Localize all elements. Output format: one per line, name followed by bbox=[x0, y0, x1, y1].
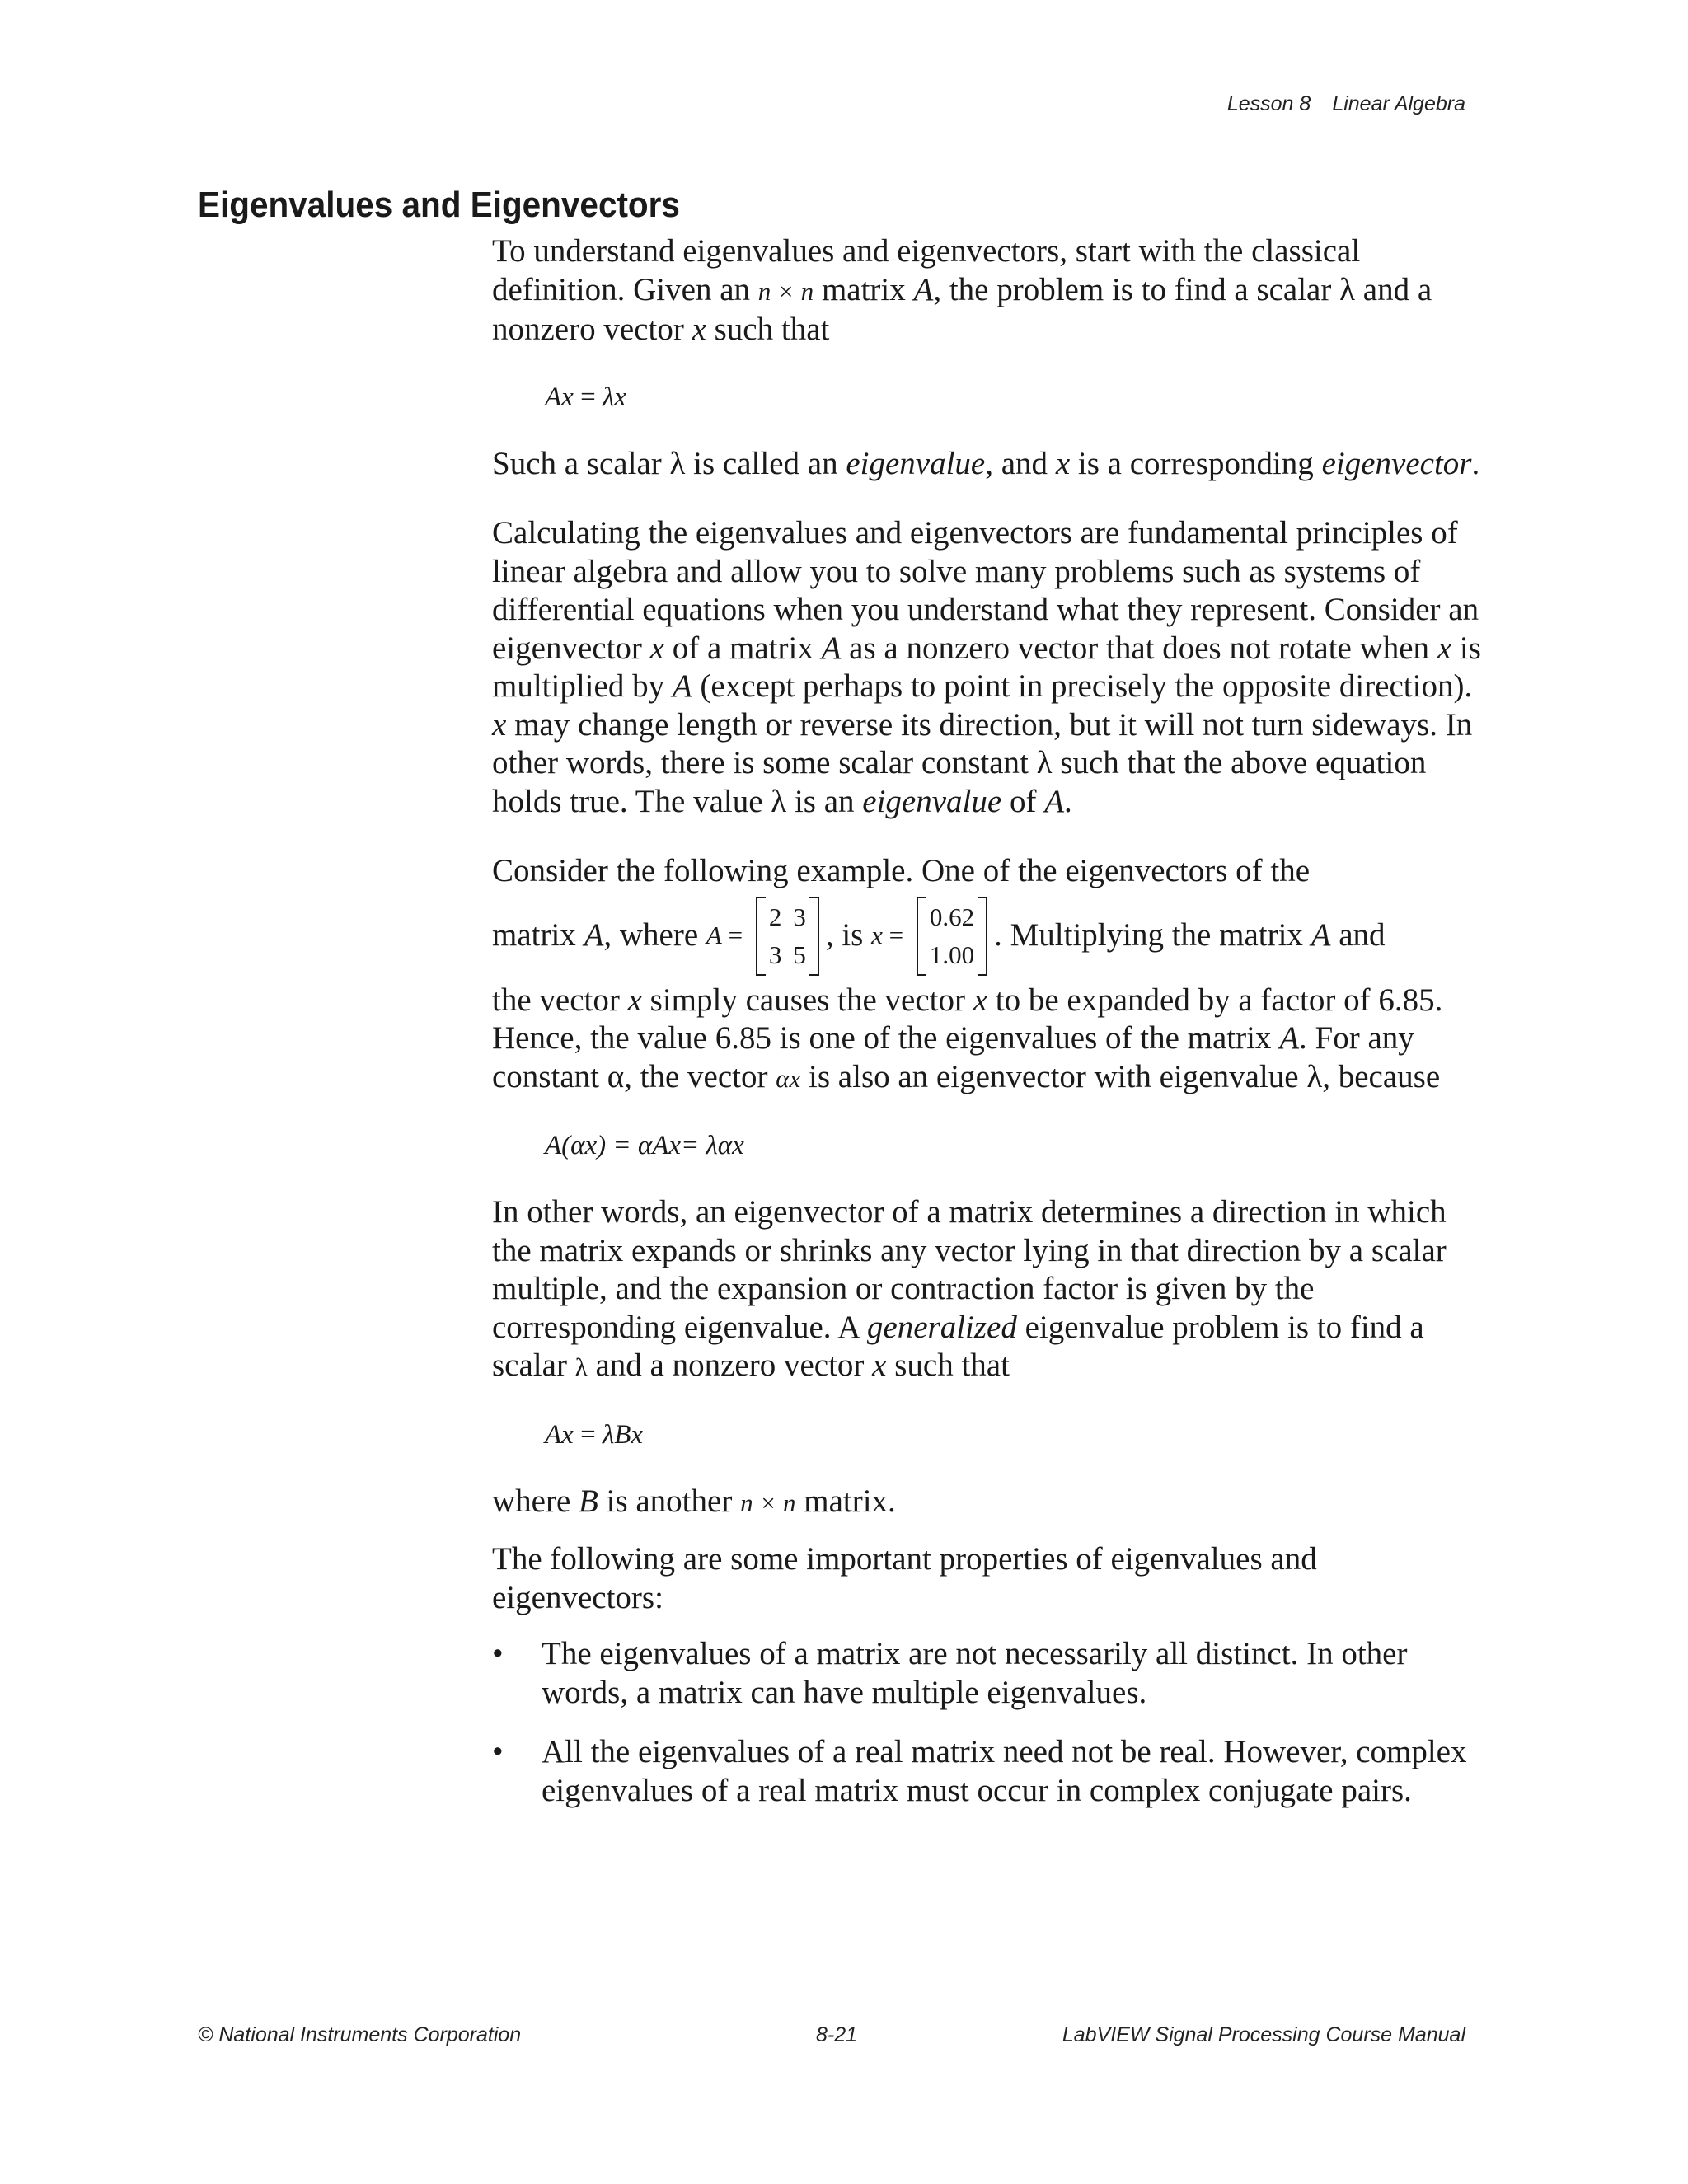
matrix-cell: 1.00 bbox=[929, 940, 975, 969]
math-A: A bbox=[1279, 1020, 1300, 1056]
text-run: (except perhaps to point in precisely the opposite direction). bbox=[692, 668, 1473, 704]
matrix-A bbox=[756, 897, 819, 976]
term-eigenvalue: eigenvalue bbox=[862, 783, 1002, 819]
eq-lhs: Ax bbox=[545, 1419, 574, 1450]
matrix-line bbox=[492, 891, 1481, 982]
paragraph-properties-intro: The following are some important properties of eigenvalues and eigenvectors: bbox=[492, 1541, 1317, 1615]
text-run: In other words, an eigenvector of a matrix determines a direction in which the matrix expands or shrinks any vector lying in that direction by a scalar multiple, and the expansion or contraction factor is given by the corresponding eigenvalue. A bbox=[492, 1194, 1447, 1345]
text-run: is a corresponding bbox=[1070, 445, 1322, 481]
vector-x-cells bbox=[926, 897, 978, 976]
paragraph-example bbox=[492, 852, 1481, 1098]
math-x: x bbox=[1437, 630, 1452, 666]
text-run: and bbox=[1330, 917, 1386, 954]
text-run: as a nonzero vector that does not rotate when bbox=[841, 630, 1437, 666]
text-run: . bbox=[1064, 783, 1072, 819]
text-run: such that bbox=[886, 1347, 1010, 1383]
text-run: , the problem is to find a scalar λ and a nonzero vector bbox=[492, 271, 1432, 347]
matrix-cell: 0.62 bbox=[929, 902, 975, 931]
text-line: Consider the following example. One of the eigenvectors of the bbox=[492, 853, 1311, 888]
math-alpha: α bbox=[607, 1058, 625, 1094]
equation-scaled: A(αx) = αAx= λαx bbox=[545, 1131, 744, 1160]
eq-sign: = bbox=[882, 921, 910, 950]
math-x: x bbox=[872, 1347, 887, 1383]
math-nxn: n × n bbox=[757, 276, 814, 306]
text-continuation bbox=[492, 982, 1481, 1099]
math-A: A bbox=[913, 271, 934, 307]
math-x: x bbox=[973, 982, 988, 1018]
paragraph-explanation bbox=[492, 514, 1481, 821]
text-run: , where bbox=[603, 917, 706, 954]
header-lesson: Lesson 8 bbox=[1226, 92, 1311, 115]
eq-lhs: Ax bbox=[545, 382, 574, 412]
text-run: is multiplied by bbox=[492, 630, 1481, 704]
right-bracket bbox=[809, 897, 819, 976]
matrix-A-cells bbox=[766, 897, 809, 976]
term-eigenvector: eigenvector bbox=[1321, 445, 1472, 481]
math-A: A bbox=[584, 917, 604, 954]
paragraph-definition bbox=[492, 232, 1481, 349]
math-A: A bbox=[1044, 783, 1065, 819]
math-x: x bbox=[627, 982, 642, 1018]
text-run: . For any constant bbox=[492, 1020, 1414, 1094]
paragraph-terms bbox=[492, 445, 1481, 484]
math-A: A bbox=[672, 668, 692, 704]
text-run: , because bbox=[1322, 1058, 1441, 1094]
footer-copyright: © National Instruments Corporation bbox=[198, 2023, 522, 2046]
math-x: x bbox=[649, 630, 664, 666]
math-A: A bbox=[1311, 917, 1331, 954]
math-x: x bbox=[1055, 445, 1071, 481]
properties-list bbox=[492, 1635, 1481, 1810]
matrix-cell: 3 bbox=[793, 902, 806, 931]
math-lambda: λ bbox=[1306, 1058, 1323, 1094]
text-run: where bbox=[492, 1483, 579, 1519]
math-nxn: n × n bbox=[740, 1488, 796, 1517]
header-topic: Linear Algebra bbox=[1332, 92, 1465, 115]
equation-eigen bbox=[545, 381, 1481, 414]
math-A: A bbox=[706, 921, 722, 950]
paragraph-generalized bbox=[492, 1193, 1481, 1387]
matrix-cell: 2 bbox=[768, 902, 782, 931]
text-run: To understand eigenvalues and eigenvectors, start with the classical definition. Given an bbox=[492, 233, 1361, 307]
eq-rhs: λx bbox=[602, 382, 626, 412]
footer-page-number: 8-21 bbox=[816, 2023, 858, 2046]
math-lambda: λ bbox=[574, 1352, 588, 1381]
text-run: , is bbox=[825, 917, 872, 954]
text-run: such that bbox=[706, 312, 830, 347]
left-bracket bbox=[756, 897, 766, 976]
text-run: of bbox=[1001, 783, 1045, 819]
text-run: , the vector bbox=[624, 1058, 776, 1094]
list-item: • The eigenvalues of a matrix are not necessarily all distinct. In other words, a matrix can have multiple eigenvalues. bbox=[492, 1635, 1481, 1712]
matrix-cell: 3 bbox=[768, 940, 782, 969]
math-alpha-x: αx bbox=[776, 1063, 801, 1093]
text-run: and a nonzero vector bbox=[587, 1347, 873, 1383]
running-header bbox=[1227, 92, 1465, 116]
text-run: , and bbox=[985, 445, 1056, 481]
eq-sign: = bbox=[721, 921, 749, 950]
math-B: B bbox=[579, 1483, 598, 1519]
math-x: x bbox=[871, 921, 883, 950]
section-title: Eigenvalues and Eigenvectors bbox=[198, 185, 680, 225]
text-run: is another bbox=[598, 1483, 741, 1519]
text-run: Calculating the eigenvalues and eigenvectors are fundamental principles of linear algebra and allow you to solve many problems such as systems of differential equations when you understand what they represent. Consider an eigenvector bbox=[492, 515, 1479, 666]
list-item: • All the eigenvalues of a real matrix need not be real. However, complex eigenvalues of a real matrix must occur in complex conjugate pairs. bbox=[492, 1733, 1481, 1810]
vector-x bbox=[917, 897, 987, 976]
math-x: x bbox=[492, 706, 507, 743]
text-run: matrix bbox=[814, 271, 914, 307]
text-run: matrix bbox=[492, 917, 584, 954]
text-run: eigenvalue problem is to find a scalar bbox=[492, 1309, 1424, 1383]
math-x: x bbox=[692, 312, 706, 347]
text-run: to be expanded by a factor of 6.85. Hence, the value 6.85 is one of the eigenvalues of the matrix bbox=[492, 982, 1443, 1056]
text-run: . bbox=[1471, 445, 1480, 481]
matrix-cell: 5 bbox=[793, 940, 806, 969]
text-run: may change length or reverse its direction, but it will not turn sideways. In other words, there is some scalar constant λ such that the above equation holds true. The value λ is an bbox=[492, 706, 1473, 819]
eq-sign: = bbox=[573, 382, 603, 412]
text-run: the vector bbox=[492, 982, 628, 1018]
text-run: of a matrix bbox=[663, 630, 822, 666]
left-bracket bbox=[917, 897, 926, 976]
paragraph-where-B bbox=[492, 1483, 1481, 1523]
math-A: A bbox=[821, 630, 842, 666]
term-eigenvalue: eigenvalue bbox=[846, 445, 986, 481]
footer-manual-title: LabVIEW Signal Processing Course Manual bbox=[1062, 2023, 1465, 2046]
text-run: Such a scalar λ is called an bbox=[492, 445, 846, 481]
body-column bbox=[492, 232, 1481, 1831]
right-bracket bbox=[978, 897, 987, 976]
equation-generalized bbox=[545, 1418, 1481, 1451]
term-generalized: generalized bbox=[866, 1309, 1017, 1345]
text-run: . Multiplying the matrix bbox=[994, 917, 1311, 954]
eq-rhs: λBx bbox=[602, 1419, 644, 1450]
text-run: matrix. bbox=[795, 1483, 896, 1519]
text-run: simply causes the vector bbox=[641, 982, 973, 1018]
text-run: is also an eigenvector with eigenvalue bbox=[800, 1058, 1307, 1094]
eq-sign: = bbox=[573, 1419, 603, 1450]
